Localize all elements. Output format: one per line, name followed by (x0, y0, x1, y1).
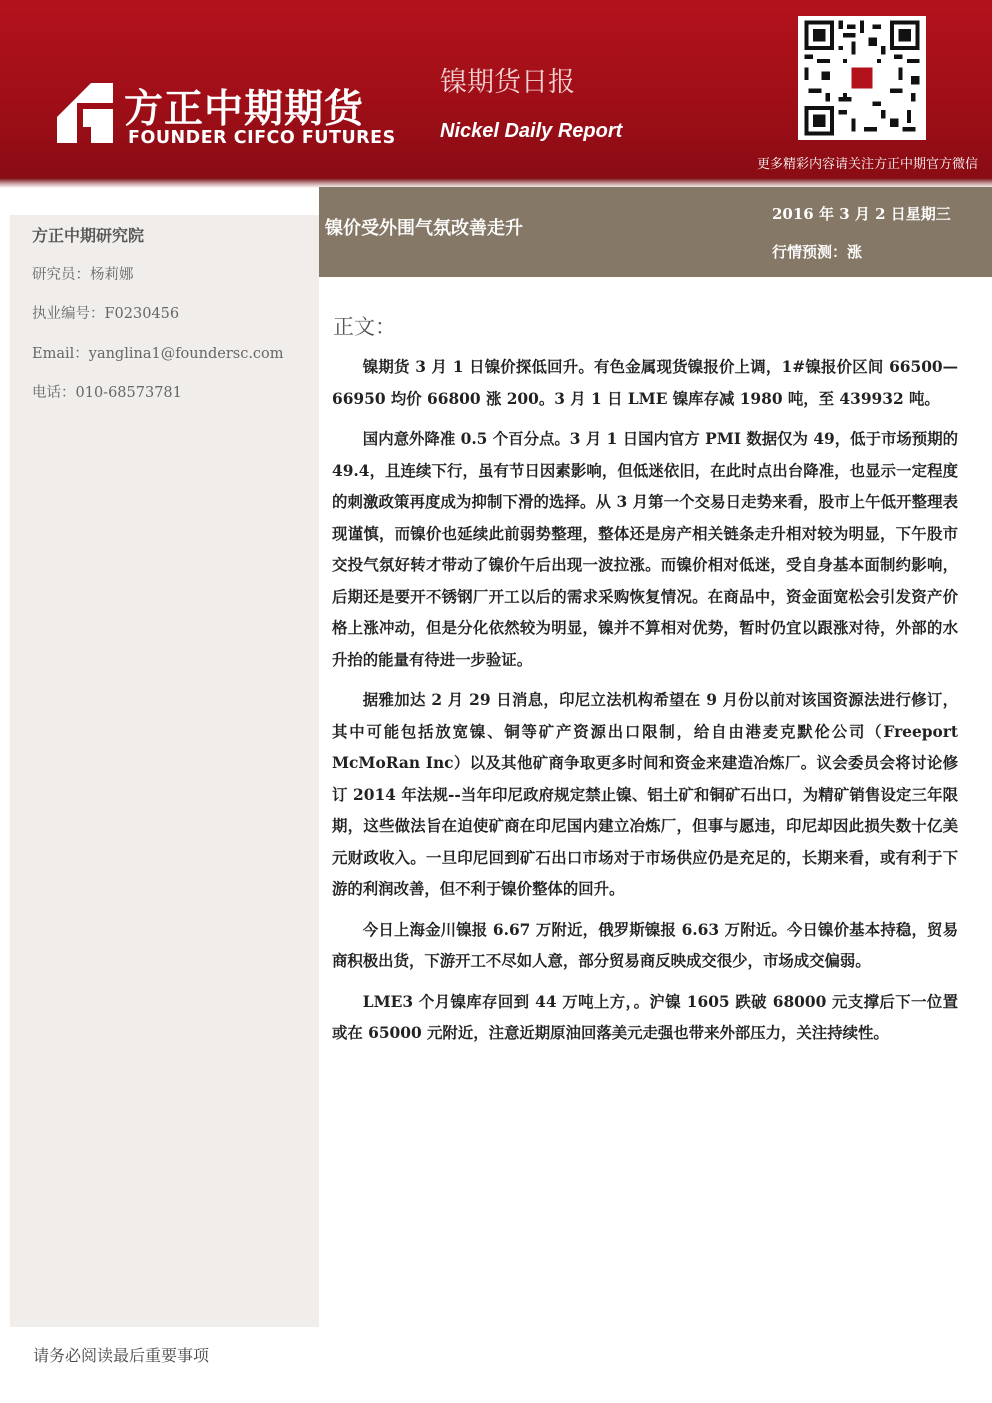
research-institute: 方正中期研究院 (32, 226, 145, 245)
paragraph: 国内意外降准 0.5 个百分点。3 月 1 日国内官方 PMI 数据仅为 49，低于市场预期的 49.4，且连续下行，虽有节日因素影响，但低迷依旧，在此时点出台降准，也显示一定程度的刺激政策再度成为抑制下滑的选择。从 3 月第一个交易日走势来看，股市上午低开整理表现谨慎，而镍价也延续此前弱势整理，整体还是房产相关链条走升相对较为明显，下午股市交投气氛好转才带动了镍价午后出现一波拉涨。而镍价相对低迷，受自身基本面制约影响，后期还是要开不锈钢厂开工以后的需求采购恢复情况。在商品中，资金面宽松会引发资产价格上涨冲动，但是分化依然较为明显，镍并不算相对优势，暂时仍宜以跟涨对待，外部的水升抬的能量有待进一步验证。 (332, 430, 958, 669)
company-name-cn: 方正中期期货 (124, 87, 365, 132)
report-title-en: Nickel Daily Report (440, 120, 623, 142)
author-phone: 电话：010-68573781 (32, 385, 182, 401)
paragraph: 今日上海金川镍报 6.67 万附近，俄罗斯镍报 6.63 万附近。今日镍价基本持稳，贸易商积极出货，下游开工不尽如人意，部分贸易商反映成交很少，市场成交偏弱。 (332, 920, 958, 970)
qr-caption: 更多精彩内容请关注方正中期官方微信 (756, 157, 978, 172)
license-number: 执业编号：F0230456 (32, 306, 180, 322)
company-logo-icon (57, 83, 113, 143)
report-date: 2016 年 3 月 2 日星期三 (772, 205, 951, 223)
body-heading: 正文： (333, 315, 396, 339)
report-body (332, 352, 958, 1059)
paragraph: LME3 个月镍库存回到 44 万吨上方，。沪镍 1605 跌破 68000 元支撑后下一位置或在 65000 元附近，注意近期原油回落美元走强也带来外部压力，关注持续性。 (332, 992, 958, 1042)
header-banner (0, 0, 992, 178)
report-title-cn: 镍期货日报 (440, 67, 575, 98)
company-name-en: FOUNDER CIFCO FUTURES (128, 128, 396, 148)
paragraph: 据雅加达 2 月 29 日消息，印尼立法机构希望在 9 月份以前对该国资源法进行修订，其中可能包括放宽镍、铜等矿产资源出口限制，给自由港麦克默伦公司（Freeport McMoRan Inc）以及其他矿商争取更多时间和资金来建造冶炼厂。议会委员会将讨论修订 2014 年法规--当年印尼政府规定禁止镍、铝土矿和铜矿石出口，为精矿销售设定三年限期，这些做法旨在迫使矿商在印尼国内建立冶炼厂，但事与愿违，印尼却因此损失数十亿美元财政收入。一旦印尼回到矿石出口市场对于市场供应仍是充足的，长期来看，或有利于下游的利润改善，但不利于镍价整体的回升。 (332, 691, 958, 898)
paragraph: 镍期货 3 月 1 日镍价探低回升。有色金属现货镍报价上调，1#镍报价区间 66500—66950 均价 66800 涨 200。3 月 1 日 LME 镍库存减 1980 吨，至 439932 吨。 (332, 358, 958, 408)
disclaimer-note: 请务必阅读最后重要事项 (33, 1346, 210, 1365)
author-sidebar (10, 215, 319, 1327)
researcher-name: 研究员：杨莉娜 (32, 267, 134, 283)
market-forecast: 行情预测：涨 (772, 243, 863, 261)
author-email[interactable]: Email：yanglina1@foundersc.com (32, 346, 284, 362)
headline-bar (319, 187, 992, 277)
wechat-qr-code (798, 16, 926, 140)
headline: 镍价受外围气氛改善走升 (325, 218, 523, 239)
